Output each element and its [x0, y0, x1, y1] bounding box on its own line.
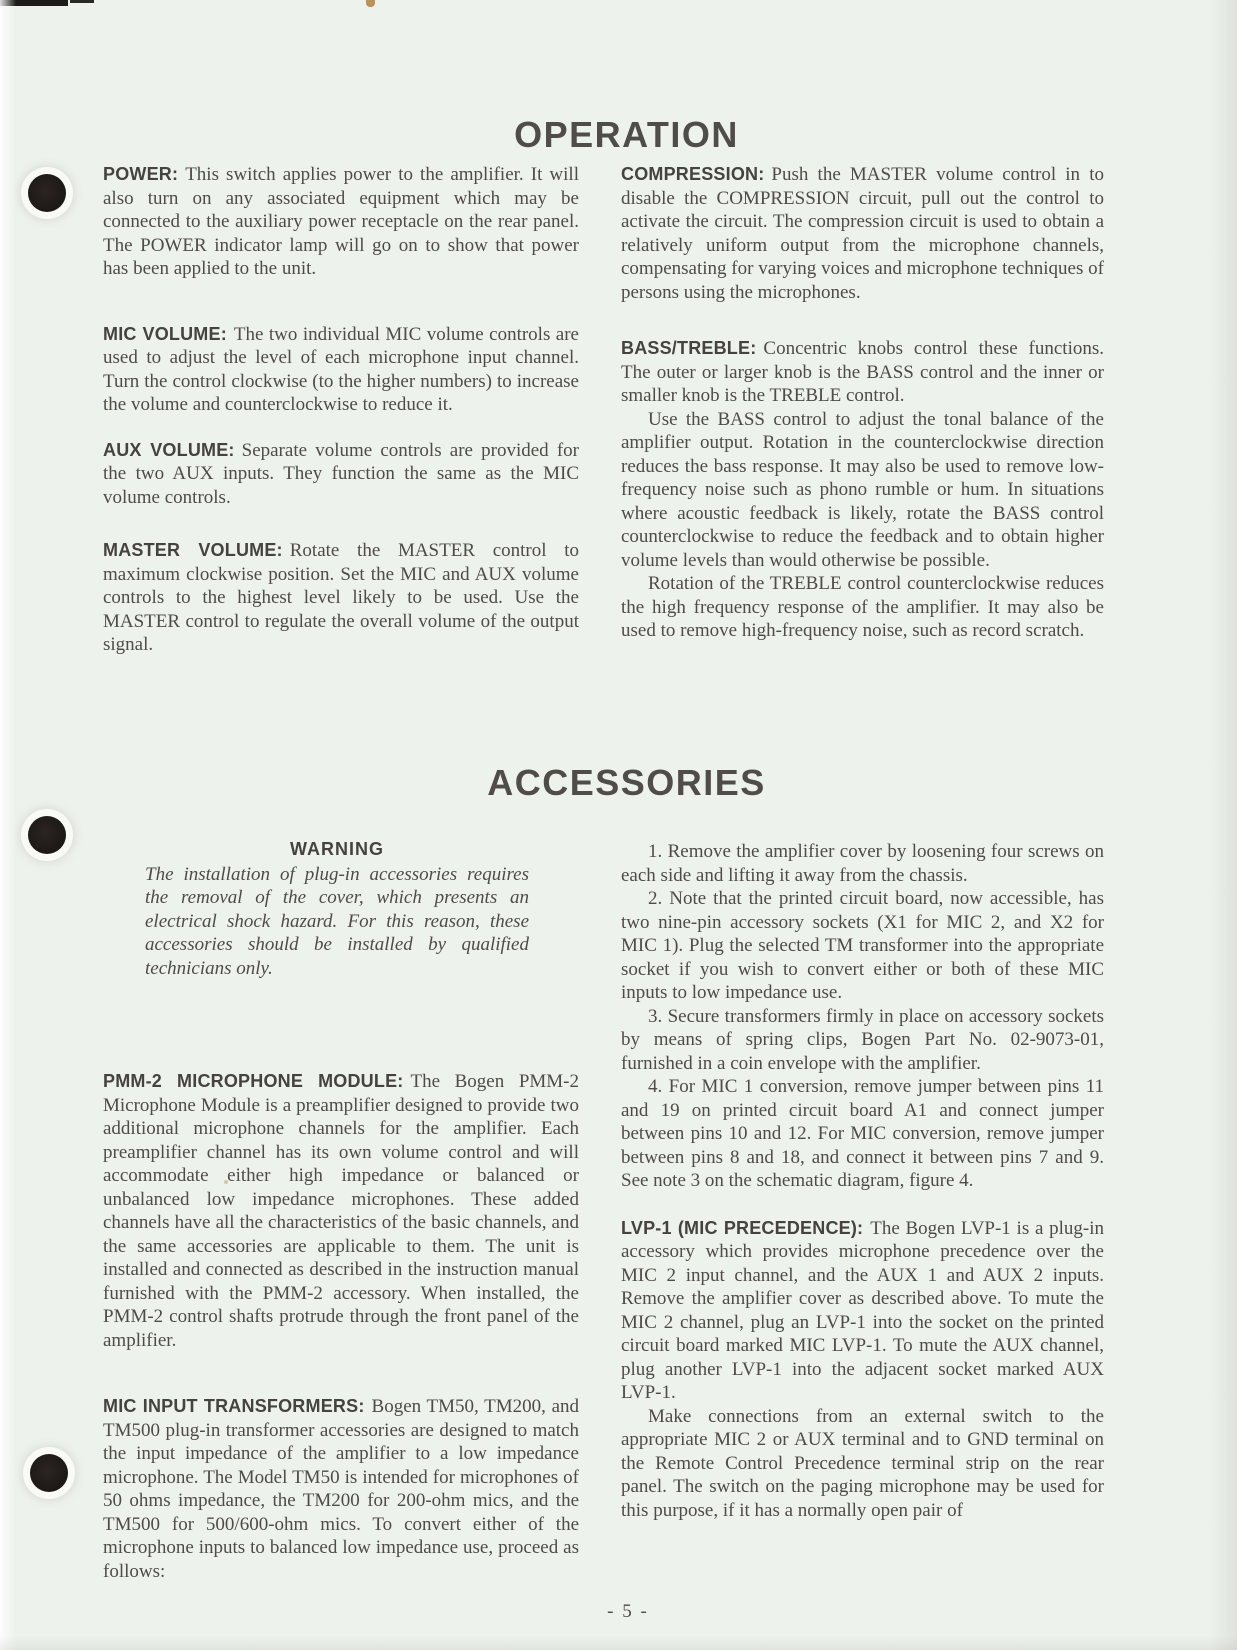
step-1: 1. Remove the amplifier cover by loosening four screws on each side and lifting it away from the chassis.: [621, 841, 1104, 886]
operation-left-column: [103, 163, 579, 657]
scan-artifact-top-strip-fragment: [70, 0, 94, 3]
bass-treble-label: BASS/TREBLE:: [621, 338, 757, 358]
paragraph-lvp1: [621, 1217, 1104, 1405]
hole-punch-top: [28, 174, 66, 212]
warning-text: The installation of plug-in accessories requires the removal of the cover, which presents an electrical shock hazard. For this reason, these accessories should be installed by qualified technicians only.: [145, 863, 529, 979]
lvp1-label: LVP-1 (MIC PRECEDENCE):: [621, 1217, 864, 1238]
mic-volume-text: The two individual MIC volume controls are used to adjust the level of each microphone input channel. Turn the control clockwise (to the higher numbers) to increase the volume and counterclockwise to reduce it.: [103, 323, 579, 415]
scan-edge-left: [0, 0, 16, 1650]
paragraph-aux-volume: [103, 439, 579, 510]
warning-block: [145, 838, 529, 980]
hole-punch-bottom: [30, 1454, 68, 1492]
paragraph-compression: [621, 163, 1104, 304]
operation-section-heading: OPERATION: [514, 114, 739, 155]
aux-volume-label: AUX VOLUME:: [103, 439, 235, 460]
paragraph-mic-input-transformers: [103, 1395, 579, 1583]
scan-artifact-top-strip: [0, 0, 68, 6]
scan-edge-right: [1209, 0, 1237, 1650]
paragraph-mic-volume: [103, 323, 579, 417]
step-2: 2. Note that the printed circuit board, now accessible, has two nine-pin accessory sockets (X1 for MIC 2, and X2 for MIC 1). Plug the selected TM transformer into the appropriate socket if you wish to convert either or both of these MIC inputs to low impedance use.: [621, 888, 1104, 1003]
master-volume-text: Rotate the MASTER control to maximum clockwise position. Set the MIC and AUX volume controls to the highest level likely to be used. Use the MASTER control to regulate the overall volume of the output signal.: [103, 540, 579, 655]
mic-volume-label: MIC VOLUME:: [103, 323, 227, 344]
bass-treble-text: Concentric knobs control these functions. The outer or larger knob is the BASS control and the inner or smaller knob is the TREBLE control.: [621, 338, 1104, 406]
accessories-section-heading: ACCESSORIES: [487, 762, 766, 803]
accessories-right-column: [621, 840, 1104, 1522]
paragraph-power: [103, 163, 579, 281]
compression-text: Push the MASTER volume control in to disable the COMPRESSION circuit, pull out the control to activate the circuit. The compression circuit is used to obtain a relatively uniform output from the microphone channels, compensating for varying voices and microphone techniques of persons using the microphones.: [621, 164, 1104, 303]
master-volume-label: MASTER VOLUME:: [103, 540, 283, 560]
paragraph-bass-detail: Use the BASS control to adjust the tonal balance of the amplifier output. Rotation in the counterclockwise direction reduces the bass response. It may also be used to remove low-frequency noise such as phono rumble or hum. In situations where acoustic feedback is likely, rotate the BASS control counterclockwise to reduce the feedback and to obtain higher volume levels than would otherwise be possible.: [621, 408, 1104, 571]
page-number: - 5 -: [607, 1601, 649, 1622]
pmm2-module-label: PMM-2 MICROPHONE MODULE:: [103, 1071, 404, 1091]
paragraph-pmm2-module: [103, 1070, 579, 1352]
step-3: 3. Secure transformers firmly in place on accessory sockets by means of spring clips, Bogen Part No. 02-9073-01, furnished in a coin envelope with the amplifier.: [621, 1005, 1104, 1074]
warning-title: WARNING: [290, 839, 384, 859]
power-text: This switch applies power to the amplifier. It will also turn on any associated equipment which may be connected to the auxiliary power receptacle on the rear panel. The POWER indicator lamp will go on to show that power has been applied to the unit.: [103, 164, 579, 279]
step-4: 4. For MIC 1 conversion, remove jumper between pins 11 and 19 on printed circuit board A1 and connect jumper between pins 10 and 12. For MIC conversion, remove jumper between pins 8 and 18, and connect it between pins 7 and 9. See note 3 on the schematic diagram, figure 4.: [621, 1076, 1104, 1191]
paragraph-master-volume: [103, 539, 579, 657]
hole-punch-middle: [28, 816, 66, 854]
paragraph-treble-detail: Rotation of the TREBLE control counterclockwise reduces the high frequency response of the amplifier. It may also be used to remove high-frequency noise, such as record scratch.: [621, 573, 1104, 641]
accessories-left-column: [103, 838, 579, 1583]
operation-right-column: [621, 163, 1104, 643]
scan-edge-bottom: [0, 1636, 1237, 1650]
mic-input-transformers-label: MIC INPUT TRANSFORMERS:: [103, 1396, 365, 1416]
aux-volume-text: Separate volume controls are provided for the two AUX inputs. They function the same as the MIC volume controls.: [103, 439, 579, 508]
paragraph-make-connections: Make connections from an external switch to the appropriate MIC 2 or AUX terminal and to GND terminal on the Remote Control Precedence terminal strip on the rear panel. The switch on the paging microphone may be used for this purpose, if it has a normally open pair of: [621, 1405, 1104, 1521]
mic-input-transformers-text: Bogen TM50, TM200, and TM500 plug-in transformer accessories are designed to match the input impedance of the amplifier to a low impedance microphone. The Model TM50 is intended for microphones of 50 ohms impedance, the TM200 for 200-ohm mics, and the TM500 for 500/600-ohm mics. To convert either of the microphone inputs to balanced low impedance use, proceed as follows:: [103, 1396, 579, 1582]
scan-artifact-speck: [366, 0, 375, 7]
lvp1-text: The Bogen LVP-1 is a plug-in accessory which provides microphone precedence over the MIC 2 input channel, and the AUX 1 and AUX 2 inputs. Remove the amplifier cover as described above. To mute the MIC 2 channel, plug an LVP-1 into the socket on the printed circuit board marked MIC LVP-1. To mute the AUX channel, plug another LVP-1 into the adjacent socket marked AUX LVP-1.: [621, 1217, 1104, 1403]
power-label: POWER:: [103, 164, 179, 184]
compression-label: COMPRESSION:: [621, 164, 765, 184]
pmm2-module-text: The Bogen PMM-2 Microphone Module is a preamplifier designed to provide two additional microphone channels for the amplifier. Each preamplifier channel has its own volume control and will accommodate either high impedance or balanced or unbalanced low impedance microphones. These added channels have all the characteristics of the basic channels, and the same accessories are applicable to them. The unit is installed and connected as described in the instruction manual furnished with the PMM-2 accessory. When installed, the PMM-2 control shafts protrude through the front panel of the amplifier.: [103, 1071, 579, 1351]
paragraph-bass-treble: [621, 337, 1104, 408]
